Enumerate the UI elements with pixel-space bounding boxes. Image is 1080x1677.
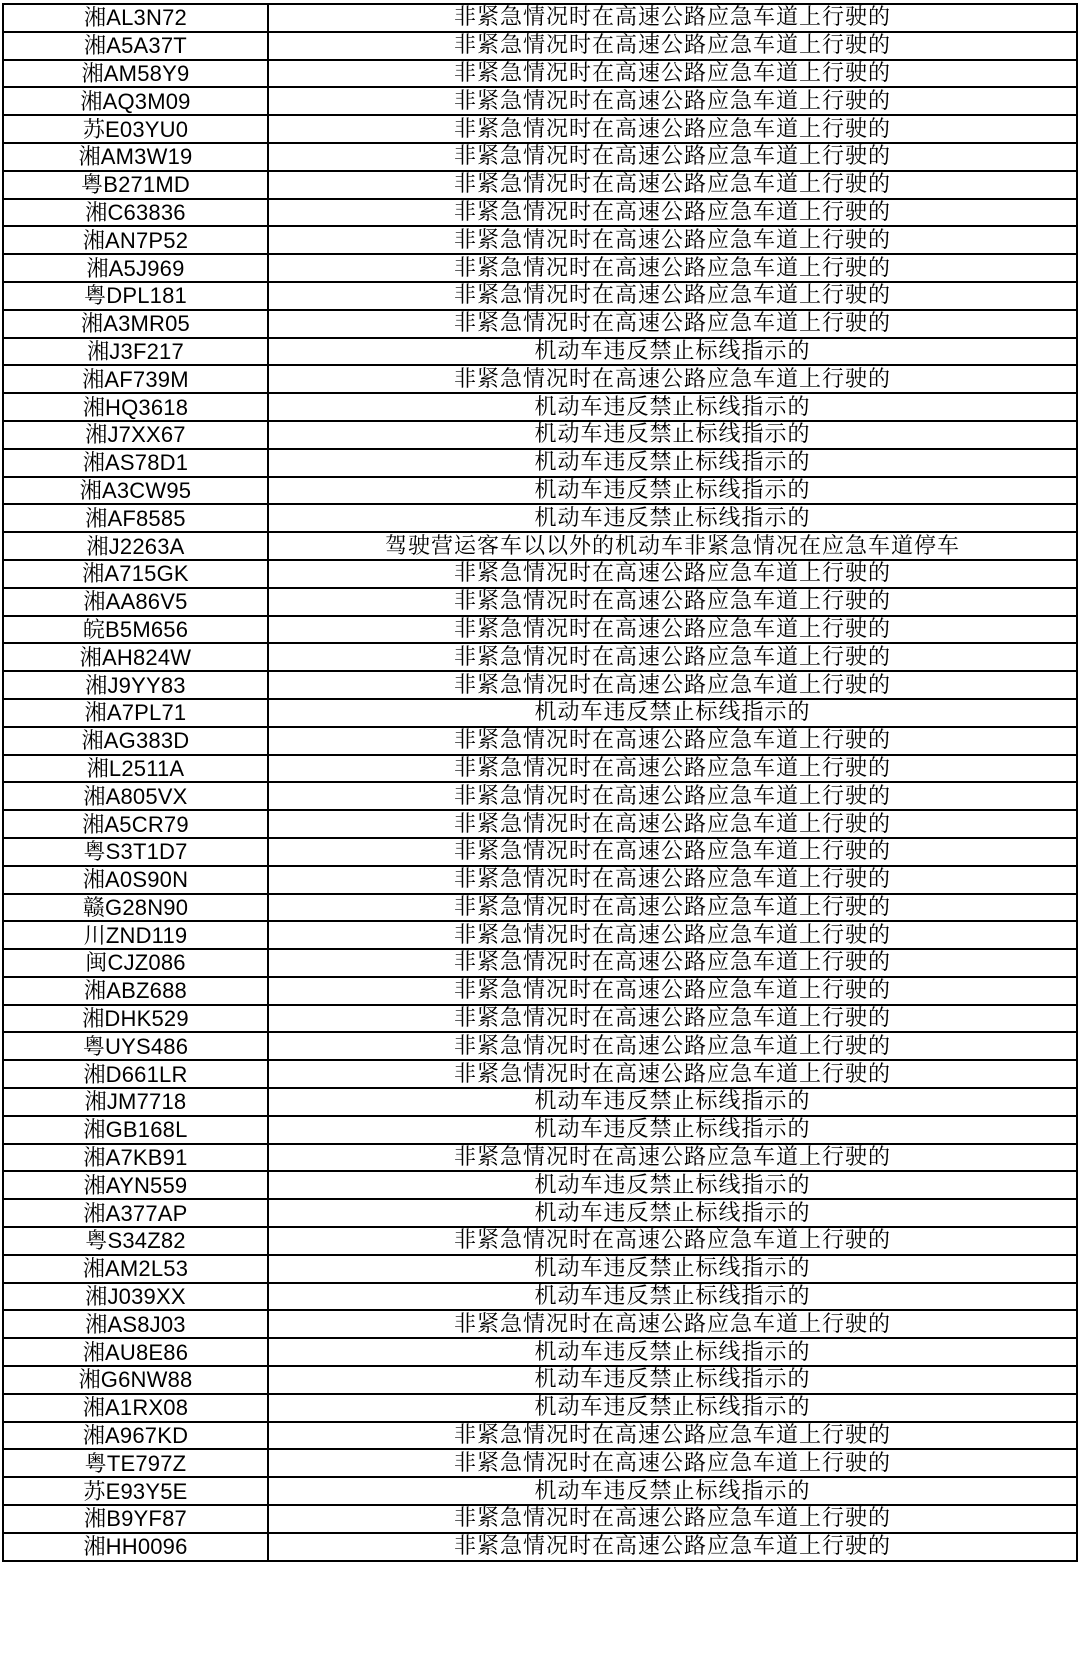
- violation-description-cell: 非紧急情况时在高速公路应急车道上行驶的: [268, 727, 1077, 755]
- plate-number-cell: 皖B5M656: [3, 616, 268, 644]
- plate-number-cell: 湘A377AP: [3, 1199, 268, 1227]
- table-row: [3, 1394, 1077, 1422]
- violation-description-cell: 机动车违反禁止标线指示的: [268, 449, 1077, 477]
- violation-description-cell: 机动车违反禁止标线指示的: [268, 1255, 1077, 1283]
- table-row: [3, 1366, 1077, 1394]
- table-row: [3, 560, 1077, 588]
- plate-number-cell: 湘ABZ688: [3, 977, 268, 1005]
- violation-description-cell: 非紧急情况时在高速公路应急车道上行驶的: [268, 171, 1077, 199]
- plate-number-cell: 粤S3T1D7: [3, 838, 268, 866]
- plate-number-cell: 湘J9YY83: [3, 671, 268, 699]
- plate-number-cell: 湘L2511A: [3, 755, 268, 783]
- plate-number-cell: 湘J039XX: [3, 1283, 268, 1311]
- violation-description-cell: 机动车违反禁止标线指示的: [268, 1088, 1077, 1116]
- violation-description-cell: 非紧急情况时在高速公路应急车道上行驶的: [268, 894, 1077, 922]
- plate-number-cell: 苏E93Y5E: [3, 1477, 268, 1505]
- violation-description-cell: 非紧急情况时在高速公路应急车道上行驶的: [268, 588, 1077, 616]
- table-row: [3, 894, 1077, 922]
- plate-number-cell: 湘AF739M: [3, 365, 268, 393]
- violation-description-cell: 机动车违反禁止标线指示的: [268, 477, 1077, 505]
- violations-table-body: [3, 4, 1077, 1561]
- plate-number-cell: 湘AQ3M09: [3, 87, 268, 115]
- plate-number-cell: 湘A7KB91: [3, 1144, 268, 1172]
- table-row: [3, 1144, 1077, 1172]
- violation-description-cell: 机动车违反禁止标线指示的: [268, 1338, 1077, 1366]
- table-row: [3, 1255, 1077, 1283]
- violation-description-cell: 非紧急情况时在高速公路应急车道上行驶的: [268, 1533, 1077, 1561]
- table-row: [3, 1310, 1077, 1338]
- plate-number-cell: 湘A967KD: [3, 1422, 268, 1450]
- plate-number-cell: 湘AYN559: [3, 1171, 268, 1199]
- table-row: [3, 477, 1077, 505]
- plate-number-cell: 湘A7PL71: [3, 699, 268, 727]
- plate-number-cell: 湘C63836: [3, 199, 268, 227]
- table-row: [3, 921, 1077, 949]
- violation-description-cell: 非紧急情况时在高速公路应急车道上行驶的: [268, 1227, 1077, 1255]
- table-row: [3, 338, 1077, 366]
- plate-number-cell: 湘AM2L53: [3, 1255, 268, 1283]
- violation-description-cell: 机动车违反禁止标线指示的: [268, 421, 1077, 449]
- plate-number-cell: 川ZND119: [3, 921, 268, 949]
- table-row: [3, 616, 1077, 644]
- plate-number-cell: 湘J2263A: [3, 532, 268, 560]
- violation-description-cell: 非紧急情况时在高速公路应急车道上行驶的: [268, 1144, 1077, 1172]
- violation-description-cell: 机动车违反禁止标线指示的: [268, 393, 1077, 421]
- violation-description-cell: 机动车违反禁止标线指示的: [268, 1171, 1077, 1199]
- table-row: [3, 866, 1077, 894]
- violation-description-cell: 非紧急情况时在高速公路应急车道上行驶的: [268, 866, 1077, 894]
- violation-description-cell: 非紧急情况时在高速公路应急车道上行驶的: [268, 782, 1077, 810]
- plate-number-cell: 湘AA86V5: [3, 588, 268, 616]
- table-row: [3, 838, 1077, 866]
- table-row: [3, 699, 1077, 727]
- plate-number-cell: 湘AL3N72: [3, 4, 268, 32]
- plate-number-cell: 湘AM3W19: [3, 143, 268, 171]
- table-row: [3, 755, 1077, 783]
- plate-number-cell: 湘AF8585: [3, 504, 268, 532]
- violation-description-cell: 机动车违反禁止标线指示的: [268, 1394, 1077, 1422]
- violation-description-cell: 非紧急情况时在高速公路应急车道上行驶的: [268, 4, 1077, 32]
- table-row: [3, 1032, 1077, 1060]
- table-row: [3, 1449, 1077, 1477]
- table-row: [3, 87, 1077, 115]
- violations-table: [2, 3, 1078, 1562]
- plate-number-cell: 粤TE797Z: [3, 1449, 268, 1477]
- plate-number-cell: 湘G6NW88: [3, 1366, 268, 1394]
- plate-number-cell: 湘AH824W: [3, 643, 268, 671]
- table-row: [3, 60, 1077, 88]
- violation-description-cell: 机动车违反禁止标线指示的: [268, 1116, 1077, 1144]
- violation-description-cell: 非紧急情况时在高速公路应急车道上行驶的: [268, 254, 1077, 282]
- violation-description-cell: 非紧急情况时在高速公路应急车道上行驶的: [268, 1310, 1077, 1338]
- violation-description-cell: 非紧急情况时在高速公路应急车道上行驶的: [268, 1422, 1077, 1450]
- violation-description-cell: 非紧急情况时在高速公路应急车道上行驶的: [268, 282, 1077, 310]
- table-row: [3, 226, 1077, 254]
- violation-description-cell: 非紧急情况时在高速公路应急车道上行驶的: [268, 199, 1077, 227]
- violation-description-cell: 非紧急情况时在高速公路应急车道上行驶的: [268, 143, 1077, 171]
- plate-number-cell: 湘A5A37T: [3, 32, 268, 60]
- plate-number-cell: 湘A0S90N: [3, 866, 268, 894]
- plate-number-cell: 湘AS78D1: [3, 449, 268, 477]
- plate-number-cell: 湘J7XX67: [3, 421, 268, 449]
- violation-description-cell: 机动车违反禁止标线指示的: [268, 1199, 1077, 1227]
- table-row: [3, 1227, 1077, 1255]
- table-row: [3, 532, 1077, 560]
- table-row: [3, 1171, 1077, 1199]
- violation-description-cell: 非紧急情况时在高速公路应急车道上行驶的: [268, 671, 1077, 699]
- table-row: [3, 1005, 1077, 1033]
- violation-description-cell: 非紧急情况时在高速公路应急车道上行驶的: [268, 616, 1077, 644]
- plate-number-cell: 湘A3MR05: [3, 310, 268, 338]
- violation-description-cell: 非紧急情况时在高速公路应急车道上行驶的: [268, 949, 1077, 977]
- violation-description-cell: 非紧急情况时在高速公路应急车道上行驶的: [268, 310, 1077, 338]
- plate-number-cell: 湘AN7P52: [3, 226, 268, 254]
- table-row: [3, 1422, 1077, 1450]
- plate-number-cell: 粤B271MD: [3, 171, 268, 199]
- table-row: [3, 1116, 1077, 1144]
- violation-description-cell: 驾驶营运客车以以外的机动车非紧急情况在应急车道停车: [268, 532, 1077, 560]
- table-row: [3, 143, 1077, 171]
- plate-number-cell: 赣G28N90: [3, 894, 268, 922]
- plate-number-cell: 湘A3CW95: [3, 477, 268, 505]
- violation-description-cell: 非紧急情况时在高速公路应急车道上行驶的: [268, 1005, 1077, 1033]
- table-row: [3, 1477, 1077, 1505]
- plate-number-cell: 湘HQ3618: [3, 393, 268, 421]
- table-row: [3, 727, 1077, 755]
- table-row: [3, 1533, 1077, 1561]
- plate-number-cell: 粤DPL181: [3, 282, 268, 310]
- table-row: [3, 504, 1077, 532]
- plate-number-cell: 湘HH0096: [3, 1533, 268, 1561]
- plate-number-cell: 苏E03YU0: [3, 115, 268, 143]
- table-row: [3, 1199, 1077, 1227]
- plate-number-cell: 湘AU8E86: [3, 1338, 268, 1366]
- violation-description-cell: 非紧急情况时在高速公路应急车道上行驶的: [268, 643, 1077, 671]
- violation-description-cell: 机动车违反禁止标线指示的: [268, 699, 1077, 727]
- violation-description-cell: 非紧急情况时在高速公路应急车道上行驶的: [268, 1449, 1077, 1477]
- table-row: [3, 4, 1077, 32]
- plate-number-cell: 湘D661LR: [3, 1060, 268, 1088]
- violation-description-cell: 非紧急情况时在高速公路应急车道上行驶的: [268, 1032, 1077, 1060]
- plate-number-cell: 粤S34Z82: [3, 1227, 268, 1255]
- table-row: [3, 254, 1077, 282]
- table-row: [3, 1060, 1077, 1088]
- table-row: [3, 1088, 1077, 1116]
- violation-description-cell: 非紧急情况时在高速公路应急车道上行驶的: [268, 115, 1077, 143]
- violation-description-cell: 非紧急情况时在高速公路应急车道上行驶的: [268, 977, 1077, 1005]
- violation-description-cell: 非紧急情况时在高速公路应急车道上行驶的: [268, 87, 1077, 115]
- table-row: [3, 643, 1077, 671]
- violation-description-cell: 机动车违反禁止标线指示的: [268, 504, 1077, 532]
- plate-number-cell: 闽CJZ086: [3, 949, 268, 977]
- table-row: [3, 310, 1077, 338]
- table-row: [3, 1338, 1077, 1366]
- table-row: [3, 810, 1077, 838]
- table-row: [3, 393, 1077, 421]
- plate-number-cell: 湘J3F217: [3, 338, 268, 366]
- violation-description-cell: 机动车违反禁止标线指示的: [268, 338, 1077, 366]
- table-row: [3, 949, 1077, 977]
- violation-description-cell: 非紧急情况时在高速公路应急车道上行驶的: [268, 60, 1077, 88]
- table-row: [3, 1283, 1077, 1311]
- plate-number-cell: 湘A5CR79: [3, 810, 268, 838]
- violation-description-cell: 机动车违反禁止标线指示的: [268, 1477, 1077, 1505]
- violation-description-cell: 非紧急情况时在高速公路应急车道上行驶的: [268, 755, 1077, 783]
- plate-number-cell: 湘JM7718: [3, 1088, 268, 1116]
- plate-number-cell: 湘AG383D: [3, 727, 268, 755]
- plate-number-cell: 湘B9YF87: [3, 1505, 268, 1533]
- table-row: [3, 671, 1077, 699]
- plate-number-cell: 湘GB168L: [3, 1116, 268, 1144]
- plate-number-cell: 湘A5J969: [3, 254, 268, 282]
- violation-description-cell: 非紧急情况时在高速公路应急车道上行驶的: [268, 838, 1077, 866]
- table-row: [3, 977, 1077, 1005]
- violation-description-cell: 非紧急情况时在高速公路应急车道上行驶的: [268, 1505, 1077, 1533]
- violation-description-cell: 非紧急情况时在高速公路应急车道上行驶的: [268, 810, 1077, 838]
- plate-number-cell: 粤UYS486: [3, 1032, 268, 1060]
- table-row: [3, 588, 1077, 616]
- table-row: [3, 115, 1077, 143]
- violation-description-cell: 非紧急情况时在高速公路应急车道上行驶的: [268, 1060, 1077, 1088]
- table-row: [3, 199, 1077, 227]
- violation-description-cell: 非紧急情况时在高速公路应急车道上行驶的: [268, 365, 1077, 393]
- violation-description-cell: 机动车违反禁止标线指示的: [268, 1366, 1077, 1394]
- table-row: [3, 421, 1077, 449]
- table-row: [3, 282, 1077, 310]
- plate-number-cell: 湘AM58Y9: [3, 60, 268, 88]
- violation-description-cell: 机动车违反禁止标线指示的: [268, 1283, 1077, 1311]
- plate-number-cell: 湘A805VX: [3, 782, 268, 810]
- plate-number-cell: 湘AS8J03: [3, 1310, 268, 1338]
- violation-description-cell: 非紧急情况时在高速公路应急车道上行驶的: [268, 560, 1077, 588]
- plate-number-cell: 湘DHK529: [3, 1005, 268, 1033]
- violation-description-cell: 非紧急情况时在高速公路应急车道上行驶的: [268, 32, 1077, 60]
- plate-number-cell: 湘A715GK: [3, 560, 268, 588]
- table-row: [3, 171, 1077, 199]
- plate-number-cell: 湘A1RX08: [3, 1394, 268, 1422]
- table-row: [3, 365, 1077, 393]
- violation-description-cell: 非紧急情况时在高速公路应急车道上行驶的: [268, 921, 1077, 949]
- violation-description-cell: 非紧急情况时在高速公路应急车道上行驶的: [268, 226, 1077, 254]
- table-row: [3, 449, 1077, 477]
- table-row: [3, 1505, 1077, 1533]
- table-row: [3, 782, 1077, 810]
- table-row: [3, 32, 1077, 60]
